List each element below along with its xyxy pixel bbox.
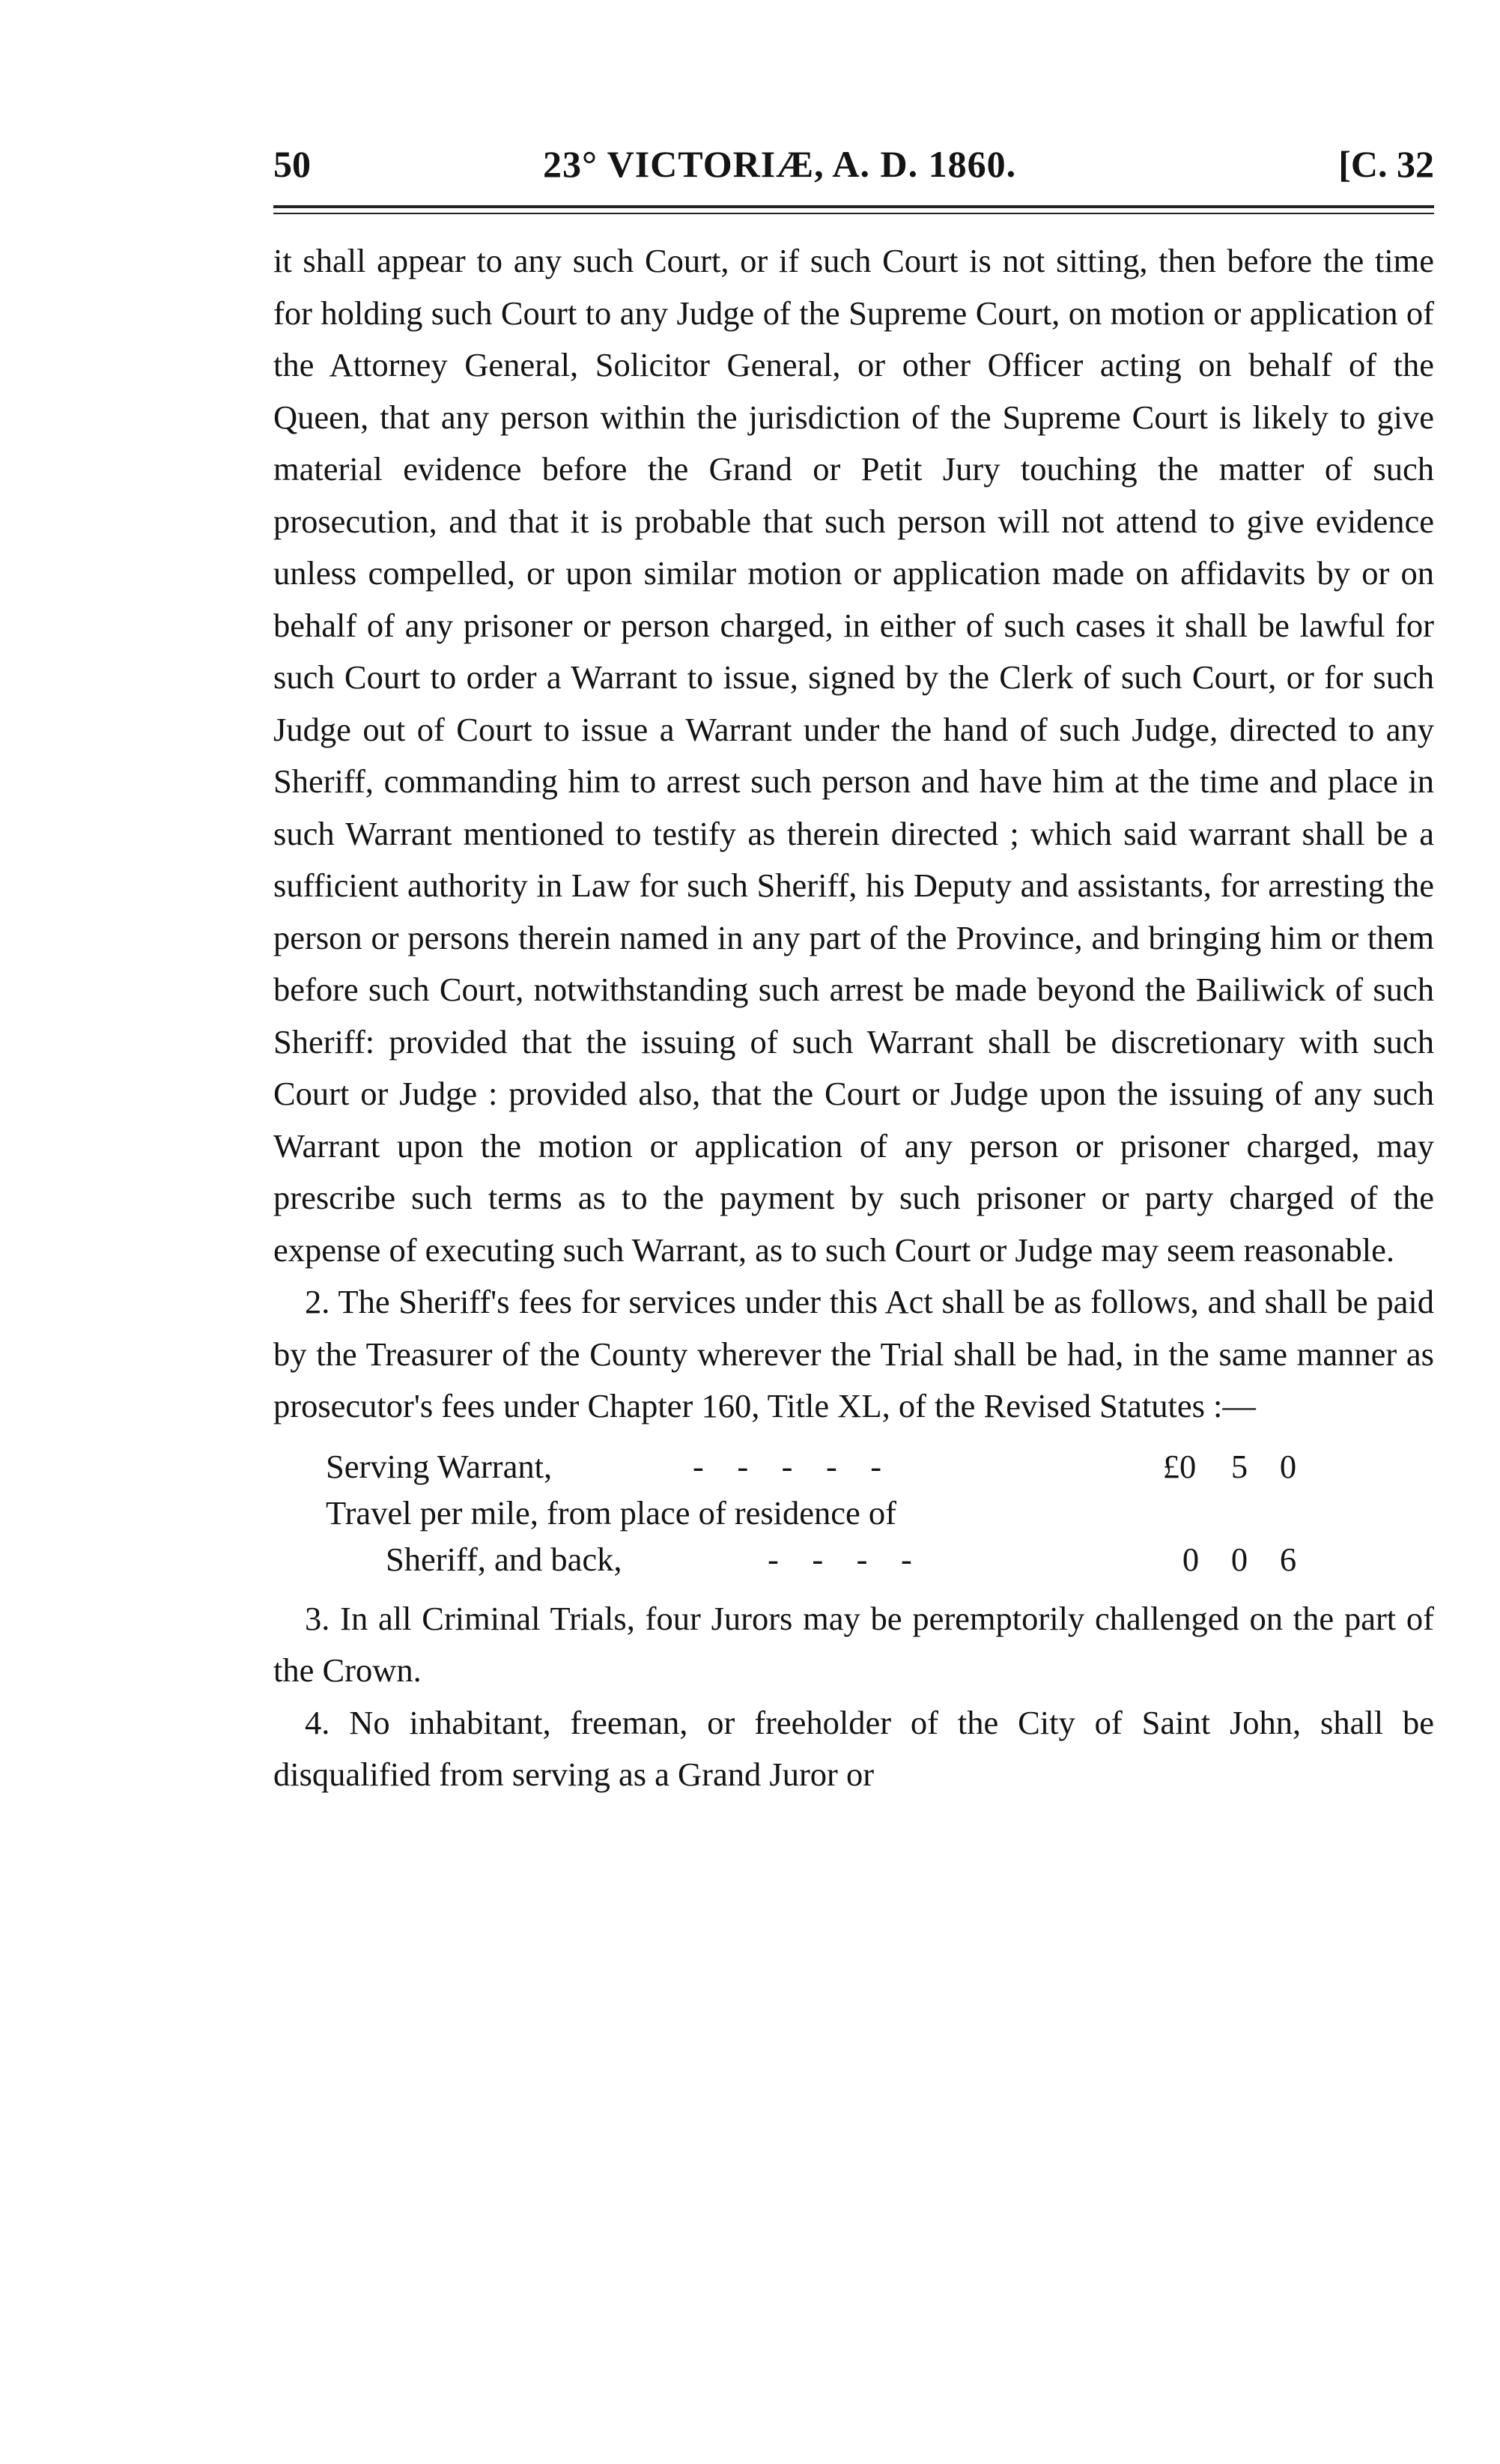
page-number: 50 [273,143,311,185]
fee-pounds: £0 [1162,1447,1197,1485]
fee-row-travel-cont [273,1536,1434,1583]
fee-label: Sheriff, and back, [386,1540,622,1578]
fee-pence: 0 [1279,1447,1297,1485]
fee-pence: 6 [1279,1540,1297,1578]
fee-leader-dots: - - - - [768,1540,912,1578]
paragraph-1: it shall appear to any such Court, or if such Court is not sitting, then before the time for holding such Court to any Judge of the Supreme Court, on motion or application of the Attorney General, Solicitor General, or other Officer acting on behalf of the Queen, that any person within the jurisdiction of the Supreme Court is likely to give material evidence before the Grand or Petit Jury touching the matter of such prosecution, and that it is probable that such person will not attend to give evidence unless compelled, or upon similar motion or application made on affidavits by or on behalf of any prisoner or person charged, in either of such cases it shall be lawful for such Court to order a Warrant to issue, signed by the Clerk of such Court, or for such Judge out of Court to issue a Warrant under the hand of such Judge, directed to any Sheriff, commanding him to arrest such person and have him at the time and place in such Warrant mentioned to testify as therein directed ; which said warrant shall be a sufficient authority in Law for such Sheriff, his Deputy and assistants, for arresting the person or persons therein named in any part of the Province, and bringing him or them before such Court, notwithstanding such arrest be made beyond the Bailiwick of such Sheriff: provided that the issuing of such Warrant shall be discretionary with such Court or Judge : provided also, that the Court or Judge upon the issuing of any such Warrant upon the motion or application of any person or prisoner charged, may prescribe such terms as to the payment by such prisoner or party charged of the expense of executing such Warrant, as to such Court or Judge may seem reasonable. [273,242,1434,1269]
running-head [273,142,1434,195]
fee-row-serving-warrant [273,1443,1434,1490]
paragraph-2: 2. The Sheriff's fees for services under this Act shall be as follows, and shall be paid by the Treasurer of the County wherever the Trial shall be had, in the same manner as prosecutor's fees under Chapter 160, Title XL, of the Revised Statutes :— [273,1283,1434,1424]
chapter-reference: [C. 32 [1338,143,1434,185]
header-rule-thick [273,205,1434,208]
running-title: 23° VICTORIÆ, A. D. 1860. [543,143,1017,185]
fee-leader-dots: - - - - - [693,1447,882,1485]
fee-shillings: 5 [1230,1447,1248,1485]
fee-label: Travel per mile, from place of residence of [326,1493,896,1532]
fee-shillings: 0 [1230,1540,1248,1578]
paragraph-3: 3. In all Criminal Trials, four Jurors may be peremptorily challenged on the part of the Crown. [273,1599,1434,1689]
page [273,142,1434,1801]
fee-row-travel [273,1490,1434,1536]
fee-schedule [273,1443,1434,1583]
paragraph-4: 4. No inhabitant, freeman, or freeholder of the City of Saint John, shall be disqualified from serving as a Grand Juror or [273,1703,1434,1793]
fee-pounds: 0 [1182,1540,1200,1578]
header-rule-thin [273,213,1434,214]
fee-label: Serving Warrant, [326,1447,553,1485]
body-text [273,235,1434,1801]
